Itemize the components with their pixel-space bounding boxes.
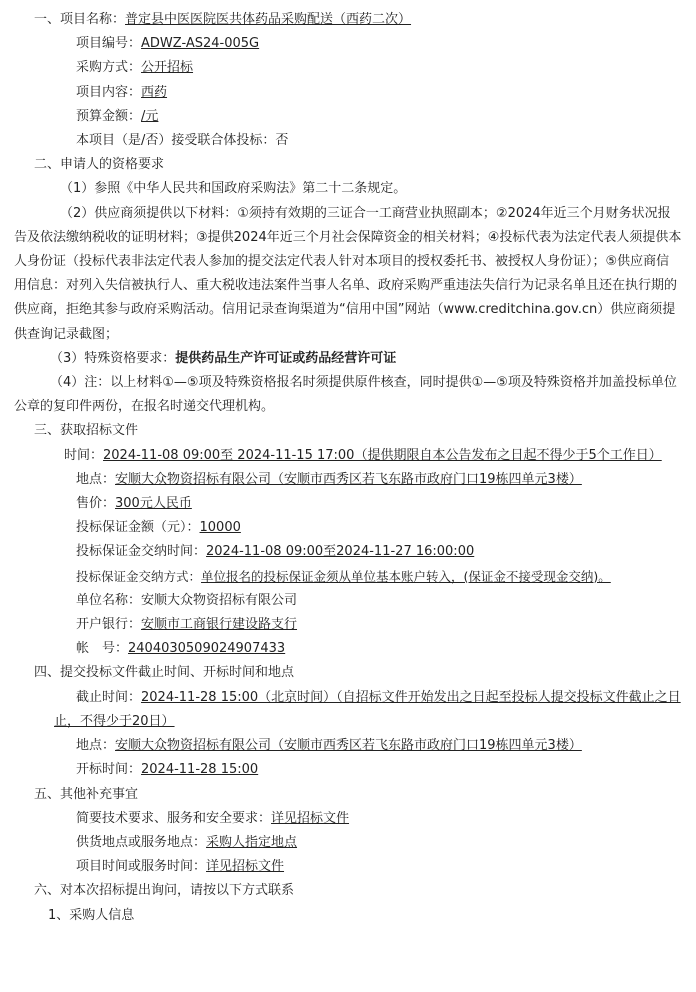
open-time-row (14, 758, 682, 782)
account-value: 2404030509024907433 (128, 641, 286, 657)
bank-row (14, 613, 682, 637)
consortium-row: 本项目（是/否）接受联合体投标：否 (76, 133, 289, 149)
bid-place-row (14, 734, 682, 758)
price-row (14, 492, 682, 516)
purchaser-info-heading: 1、采购人信息 (48, 907, 135, 923)
service-period-value: 详见招标文件 (206, 859, 285, 875)
bond-method-label: 投标保证金交纳方式： (76, 568, 202, 584)
procurement-method-label: 采购方式： (76, 60, 142, 76)
obtain-place-label: 地点： (76, 471, 116, 487)
bond-time-label: 投标保证金交纳时间： (76, 544, 207, 560)
project-content-row (14, 81, 682, 105)
service-period-row (14, 855, 682, 879)
unit-name-label: 单位名称： (76, 592, 142, 608)
section-3-heading: 三、获取招标文件 (34, 423, 139, 439)
price-value: 300元人民币 (115, 496, 192, 512)
project-code-label: 项目编号： (76, 36, 142, 52)
obtain-time-value: 2024-11-08 09:00至 2024-11-15 17:00（提供期限自本公告发布之日起不得少于5个工作日） (103, 447, 662, 463)
service-period-label: 项目时间或服务时间： (76, 859, 207, 875)
section-4-heading: 四、提交投标文件截止时间、开标时间和地点 (34, 665, 295, 681)
project-code-value: ADWZ-AS24-005G (141, 36, 260, 52)
section-2-heading: 二、申请人的资格要求 (34, 157, 165, 173)
obtain-time-row (14, 444, 682, 468)
project-name-row (14, 8, 682, 32)
unit-name-value: 安顺大众物资招标有限公司 (141, 592, 298, 608)
tech-req-row (14, 807, 682, 831)
deadline-label: 截止时间： (76, 689, 142, 705)
bond-amount-row (14, 516, 682, 540)
bond-time-row (14, 540, 682, 564)
project-name-value: 普定县中医医院医共体药品采购配送（西药二次） (125, 12, 412, 27)
obtain-time-label: 时间： (64, 447, 104, 463)
open-time-label: 开标时间： (76, 762, 142, 778)
project-content-label: 项目内容： (76, 84, 142, 100)
obtain-place-value: 安顺大众物资招标有限公司（安顺市西秀区若飞东路市政府门口19栋四单元3楼） (115, 471, 582, 487)
bond-amount-value: 10000 (199, 520, 241, 536)
budget-value: /元 (141, 108, 159, 124)
budget-label: 预算金额： (76, 108, 142, 124)
bond-amount-label: 投标保证金额（元）： (76, 520, 200, 536)
price-label: 售价： (76, 496, 116, 512)
open-time-value: 2024-11-28 15:00 (141, 762, 259, 778)
section-5-heading: 五、其他补充事宜 (34, 786, 139, 802)
tech-req-label: 简要技术要求、服务和安全要求： (76, 810, 272, 826)
qualification-3-label: （3）特殊资格要求： (50, 350, 176, 366)
account-row (14, 637, 682, 661)
section-6-heading: 六、对本次招标提出询问，请按以下方式联系 (34, 883, 295, 899)
supply-place-value: 采购人指定地点 (206, 834, 298, 850)
obtain-place-row (14, 468, 682, 492)
bid-place-value: 安顺大众物资招标有限公司（安顺市西秀区若飞东路市政府门口19栋四单元3楼） (115, 738, 582, 754)
tech-req-value: 详见招标文件 (271, 810, 350, 826)
deadline-value: 2024-11-28 15:00（北京时间）（自招标文件开始发出之日起至投标人提交投标文件截止之日止，不得少于20日） (54, 689, 681, 729)
bid-place-label: 地点： (76, 738, 116, 754)
project-content-value: 西药 (141, 84, 168, 100)
qualification-3-row (14, 347, 682, 371)
unit-name-row (14, 589, 682, 613)
qualification-4: （4）注：以上材料①—⑤项及特殊资格报名时须提供原件核查，同时提供①—⑤项及特殊资格并加盖投标单位公章的复印件两份，在报名时递交代理机构。 (14, 375, 677, 415)
procurement-method-value: 公开招标 (141, 60, 194, 76)
supply-place-row (14, 831, 682, 855)
qualification-1: （1）参照《中华人民共和国政府采购法》第二十二条规定。 (60, 181, 407, 197)
qualification-3-value: 提供药品生产许可证或药品经营许可证 (175, 350, 397, 366)
project-name-label: 一、项目名称： (34, 12, 126, 27)
bank-label: 开户银行： (76, 617, 142, 633)
supply-place-label: 供货地点或服务地点： (76, 834, 207, 850)
bank-value: 安顺市工商银行建设路支行 (141, 617, 298, 633)
project-code-row (14, 32, 682, 56)
bond-method-row (14, 565, 682, 589)
bond-time-value: 2024-11-08 09:00至2024-11-27 16:00:00 (206, 544, 475, 560)
bond-method-value: 单位报名的投标保证金须从单位基本账户转入，(保证金不接受现金交纳)。 (201, 568, 611, 584)
account-label: 帐 号： (76, 641, 129, 657)
deadline-row (14, 686, 682, 734)
budget-row (14, 105, 682, 129)
procurement-method-row (14, 56, 682, 80)
qualification-2: （2）供应商须提供以下材料：①须持有效期的三证合一工商营业执照副本；②2024年近三个月财务状况报告及依法缴纳税收的证明材料；③提供2024年近三个月社会保障资金的相关材料；④投标代表为法定代表人须提供本人身份证（投标代表非法定代表人参加的提交法定代表人针对本项目的授权委托书、被授权人身份证）；⑤供应商信用信息：对列入失信被执行人、重大税收违法案件当事人名单、政府采购严重违法失信行为记录名单且还在执行期的供应商，拒绝其参与政府采购活动。信用记录查询渠道为“信用中国”网站（www.creditchina.gov.cn）供应商须提供查询记录截图； (14, 205, 682, 342)
